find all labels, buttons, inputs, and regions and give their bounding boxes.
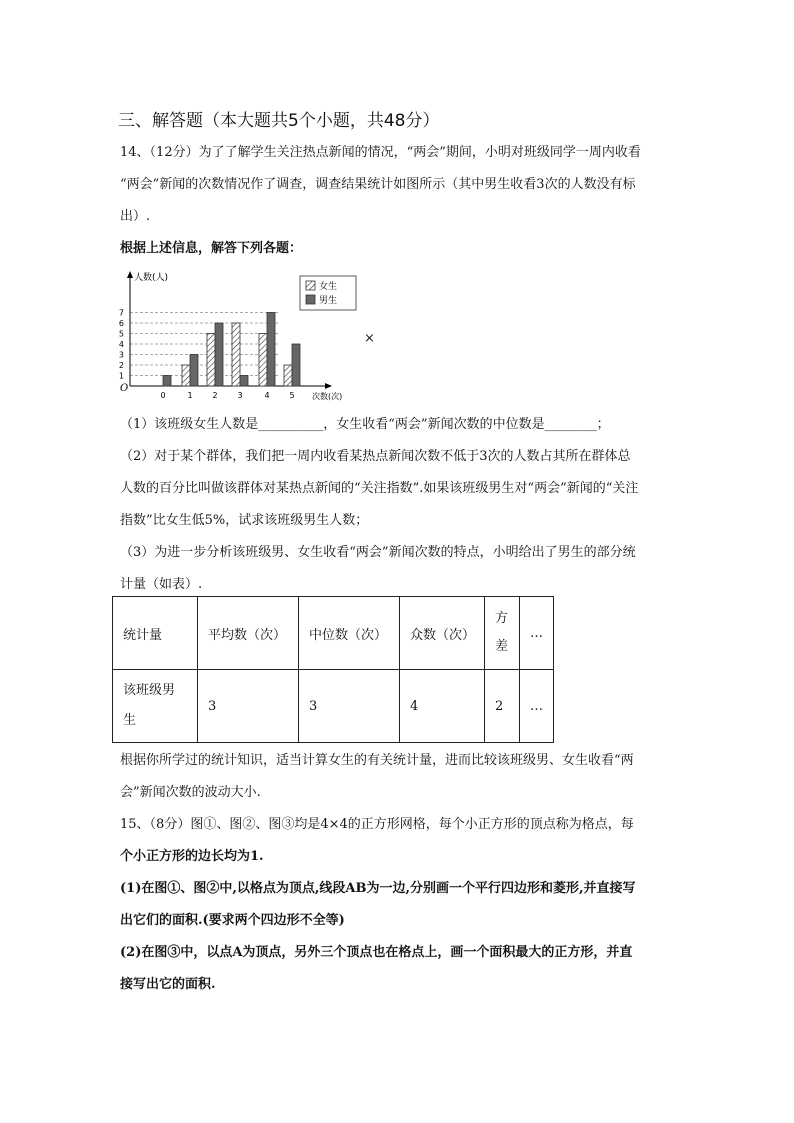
legend-label-female: 女生 bbox=[319, 282, 338, 292]
y-tick-label: 6 bbox=[118, 319, 124, 328]
section-title: 三、解答题（本大题共5个小题，共48分） bbox=[118, 111, 440, 131]
table-header-cell: 方差 bbox=[485, 597, 520, 670]
q14-part2-line-2: 人数的百分比叫做该群体对某热点新闻的“关注指数”.如果该班级男生对“两会”新闻的“关注 bbox=[120, 481, 639, 496]
y-tick-label: 5 bbox=[118, 329, 124, 339]
q14-stem-line-1: 14、（12分）为了了解学生关注热点新闻的情况，“两会”期间，小明对班级同学一周内收看 bbox=[120, 145, 641, 160]
y-tick-label: 2 bbox=[118, 361, 124, 370]
y-tick-label: 1 bbox=[118, 371, 124, 381]
table-cell: 2 bbox=[485, 670, 520, 743]
table-header-row bbox=[113, 597, 554, 670]
q15-stem-line-2: 个小正方形的边长均为1. bbox=[120, 849, 264, 864]
bar-female-1 bbox=[182, 365, 190, 386]
y-axis-title: 人数(人) bbox=[134, 273, 169, 283]
table-header-cell: 中位数（次） bbox=[299, 597, 400, 670]
y-tick-label: 4 bbox=[118, 340, 124, 349]
table-cell: 3 bbox=[198, 670, 299, 743]
q14-stem-line-2: “两会”新闻的次数情况作了调查，调查结果统计如图所示（其中男生收看3次的人数没有标 bbox=[120, 177, 636, 192]
q15-part1-line-2: 出它们的面积.(要求两个四边形不全等) bbox=[120, 913, 345, 928]
q14-part2-line-1: （2）对于某个群体，我们把一周内收看某热点新闻次数不低于3次的人数占其所在群体总 bbox=[120, 449, 631, 464]
table-header-cell: 众数（次） bbox=[400, 597, 485, 670]
q14-part3-line-2: 计量（如表）. bbox=[120, 577, 203, 592]
table-header-cell: … bbox=[520, 597, 554, 670]
q14-stem-line-3: 出）. bbox=[120, 209, 151, 224]
bar-male-2 bbox=[215, 323, 223, 386]
q14-prompt: 根据上述信息，解答下列各题： bbox=[120, 241, 303, 256]
x-tick-label: 1 bbox=[187, 391, 193, 400]
q14-part2-line-3: 指数”比女生低5%，试求该班级男生人数； bbox=[120, 513, 369, 528]
table-header-cell: 平均数（次） bbox=[198, 597, 299, 670]
bar-male-0 bbox=[163, 376, 171, 387]
q14-part1: （1）该班级女生人数是__________，女生收看“两会”新闻次数的中位数是________； bbox=[120, 417, 610, 432]
table-header-cell: 统计量 bbox=[113, 597, 198, 670]
figure-mark: × bbox=[364, 331, 375, 346]
q15-part2-line-1: (2)在图③中，以点A为顶点，另外三个顶点也在格点上，画一个面积最大的正方形，并直 bbox=[120, 945, 633, 960]
q14-part3-line-1: （3）为进一步分析该班级男、女生收看“两会”新闻次数的特点，小明给出了男生的部分统 bbox=[120, 545, 636, 560]
q15-part1-line-1: (1)在图①、图②中,以格点为顶点,线段AB为一边,分别画一个平行四边形和菱形,并直接写 bbox=[120, 881, 636, 896]
bar-female-3 bbox=[232, 323, 240, 386]
bar-female-5 bbox=[284, 365, 292, 386]
bar-male-1 bbox=[190, 355, 198, 387]
q14-after-table-line-1: 根据你所学过的统计知识，适当计算女生的有关统计量，进而比较该班级男、女生收看“两 bbox=[120, 753, 634, 768]
table-cell: … bbox=[520, 670, 554, 743]
y-tick-label: 7 bbox=[118, 308, 124, 318]
stats-table bbox=[112, 596, 554, 743]
origin-label: O bbox=[120, 383, 129, 394]
x-tick-label: 0 bbox=[160, 391, 166, 400]
y-axis-arrow bbox=[127, 271, 133, 278]
x-axis-title: 次数(次) bbox=[312, 392, 343, 401]
bar-female-2 bbox=[207, 334, 215, 387]
q15-stem-line-1: 15、（8分）图①、图②、图③均是4×4的正方形网格，每个小正方形的顶点称为格点，每 bbox=[120, 817, 634, 832]
q14-after-table-line-2: 会”新闻次数的波动大小. bbox=[120, 785, 261, 800]
table-cell: 3 bbox=[299, 670, 400, 743]
q15-part2-line-2: 接写出它的面积. bbox=[120, 977, 216, 992]
bar-chart bbox=[110, 268, 360, 408]
x-tick-label: 4 bbox=[264, 391, 270, 400]
x-tick-label: 5 bbox=[289, 391, 295, 400]
table-cell: 4 bbox=[400, 670, 485, 743]
x-axis-arrow bbox=[325, 383, 332, 389]
x-tick-label: 3 bbox=[237, 391, 243, 400]
legend-swatch-female bbox=[306, 281, 315, 290]
y-tick-label: 3 bbox=[118, 350, 124, 360]
x-tick-label: 2 bbox=[212, 391, 218, 400]
bar-male-4 bbox=[267, 313, 275, 387]
bar-female-4 bbox=[259, 334, 267, 387]
legend-swatch-male bbox=[306, 295, 315, 304]
table-row-label: 该班级男生 bbox=[113, 670, 198, 743]
bar-male-3 bbox=[240, 376, 248, 387]
legend-label-male: 男生 bbox=[319, 296, 338, 306]
bar-male-5 bbox=[292, 344, 300, 386]
table-row bbox=[113, 670, 554, 743]
